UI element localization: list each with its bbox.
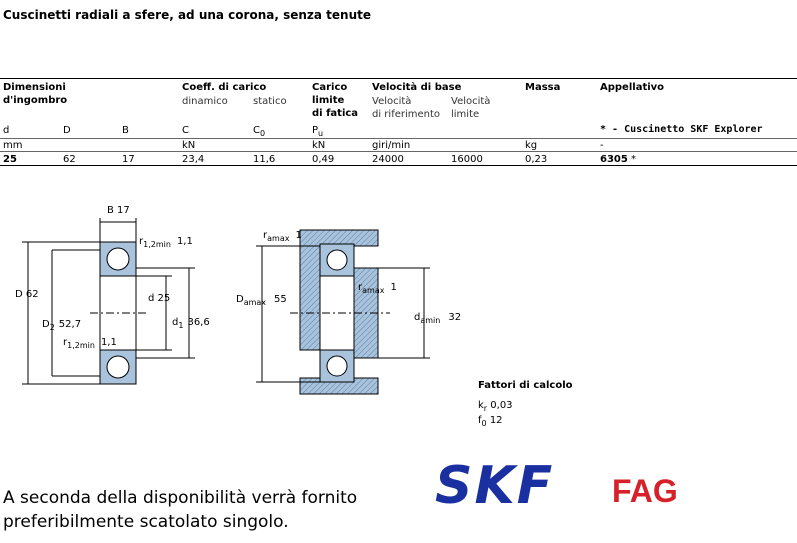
value-limit-speed: 16000: [451, 154, 483, 165]
value-d: 25: [3, 154, 17, 165]
factors-title: Fattori di calcolo: [478, 380, 573, 391]
dim-r-bottom: $r_{1,2min}$ 1,1: [63, 337, 117, 350]
symbol-D: D: [63, 125, 71, 136]
page-title: Cuscinetti radiali a sfere, ad una corona, senza tenute: [3, 8, 371, 22]
ball-top: [107, 248, 129, 270]
value-D: 62: [63, 154, 76, 165]
ball-bottom-2: [327, 356, 347, 376]
unit-kN-pu: kN: [312, 140, 326, 151]
unit-mm: mm: [3, 140, 23, 151]
value-Pu: 0,49: [312, 154, 335, 165]
bearing-dimension-drawing: [0, 195, 230, 395]
dim-d: d 25: [148, 293, 171, 304]
dim-r-top: $r_{1,2min}$ 1,1: [139, 236, 193, 249]
table-top-rule: [0, 78, 797, 79]
fag-logo: FAG: [612, 473, 678, 509]
housing-shoulder: [300, 246, 320, 350]
unit-rpm: giri/min: [372, 140, 411, 151]
value-B: 17: [122, 154, 135, 165]
dim-D2: $D_2$ 52,7: [42, 319, 82, 332]
ball-bottom: [107, 356, 129, 378]
dim-D: D 62: [15, 289, 39, 300]
unit-dash: -: [600, 140, 604, 151]
value-C0: 11,6: [253, 154, 276, 165]
symbol-C0: $C_0$: [253, 125, 266, 138]
unit-kg: kg: [525, 140, 538, 151]
dim-damin: $d_{amin}$ 32: [414, 312, 462, 325]
header-carico: Carico limite di fatica: [312, 82, 359, 119]
unit-kN-c: kN: [182, 140, 196, 151]
factor-kr: $k_r$ 0,03: [478, 400, 513, 413]
abutment-dimension-drawing: [230, 220, 462, 400]
dim-ramax-mid: $r_{amax}$ 1: [358, 282, 397, 295]
value-C: 23,4: [182, 154, 205, 165]
symbol-B: B: [122, 125, 129, 136]
value-designation: 6305 *: [600, 154, 637, 165]
value-mass: 0,23: [525, 154, 548, 165]
availability-note-line2: preferibilmente scatolato singolo.: [3, 512, 289, 532]
header-massa: Massa: [525, 82, 561, 93]
dim-B: B 17: [107, 205, 130, 216]
dim-Damax: $D_{amax}$ 55: [236, 294, 287, 307]
availability-note-line1: A seconda della disponibilità verrà fornito: [3, 488, 358, 508]
explorer-note: * - Cuscinetto SKF Explorer: [600, 124, 763, 135]
header-velocita-base: Velocità di base: [372, 82, 462, 93]
ball-top-2: [327, 250, 347, 270]
symbol-C: C: [182, 125, 189, 136]
factor-f0: $f_0$ 12: [478, 415, 503, 428]
dim-ramax-top: $r_{amax}$ 1: [263, 230, 302, 243]
symbol-Pu: $P_u$: [312, 125, 324, 138]
header-appellativo: Appellativo: [600, 82, 665, 93]
header-dimensioni: Dimensioni d'ingombro: [3, 82, 68, 106]
header-velocita-riferimento: Velocità di riferimento: [372, 96, 441, 120]
symbol-d: d: [3, 125, 10, 136]
header-velocita-limite: Velocità limite: [451, 96, 491, 120]
value-ref-speed: 24000: [372, 154, 404, 165]
dim-d1: $d_1$ 36,6: [172, 317, 210, 330]
header-dinamico: dinamico: [182, 96, 228, 107]
skf-logo: SKF: [435, 456, 555, 516]
header-coeff: Coeff. di carico: [182, 82, 267, 93]
header-statico: statico: [253, 96, 287, 107]
